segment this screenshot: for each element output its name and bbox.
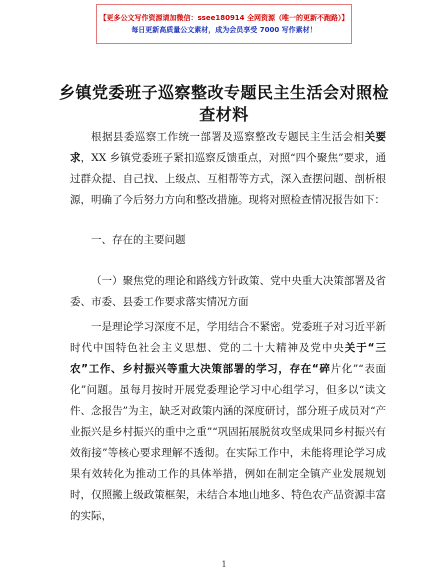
intro-text-a: 根据县委巡察工作统一部署及巡察整改专题民主生活会相 [91,131,365,143]
page-number: 1 [221,560,227,569]
section-heading-1: 一、存在的主要问题 [91,234,186,246]
intro-text-bold: 关要求 [70,131,387,164]
body-text-c: 片化”“表面化”问题。虽每月按时开展党委理论学习中心组学习，但多以“读文件、念报告”为主，缺乏对政策内涵的深度研讨，部分班子成员对“产业振兴是乡村振兴的重中之重”“巩固拓展脱贫攻坚成果同乡村振兴有效衔接”等核心要求理解不透彻。在实际工作中，未能将理论学习成果有效转化为推动工作的具体举措，例如在制定全镇产业发展规划时，仅照搬上级政策框架，未结合本地山地多、特色农产品资源丰富的实际， [70,363,386,522]
body-text-bold: 关于“三农”工作、乡村振兴等重大决策部署的学习，存在“碎 [70,342,386,375]
promo-line-2: 每日更新高质量公文素材，成为会员享受 7000 写作素材！ [131,26,317,34]
promo-line-1: 【更多公文写作资源请加微信：ssee180914 全网资源（唯一的更新不跑路）】 [99,14,349,22]
intro-text-c: ，XX 乡镇党委班子紧扣巡察反馈重点，对照“四个聚焦”要求，通过群众提、自己找、上级点、互相帮等方式，深入查摆问题、剖析根源，明确了今后努力方向和整改措施。现将对照检查情况报告如下： [70,152,386,206]
body-text-a: 一是理论学习深度不足，学用结合不紧密。党委班子对习近平新时代中国特色社会主义思想、党的二十大精神及党中央 [70,321,386,354]
subsection-heading-1: （一）聚焦党的理论和路线方针政策、党中央重大决策部署及省委、市委、县委工作要求落实情况方面 [70,275,386,308]
document-title-line-2: 查材料 [199,105,249,124]
promo-banner [96,4,352,44]
intro-paragraph [70,127,386,211]
body-paragraph [70,317,386,527]
document-title-line-1: 乡镇党委班子巡察整改专题民主生活会对照检 [58,83,389,102]
